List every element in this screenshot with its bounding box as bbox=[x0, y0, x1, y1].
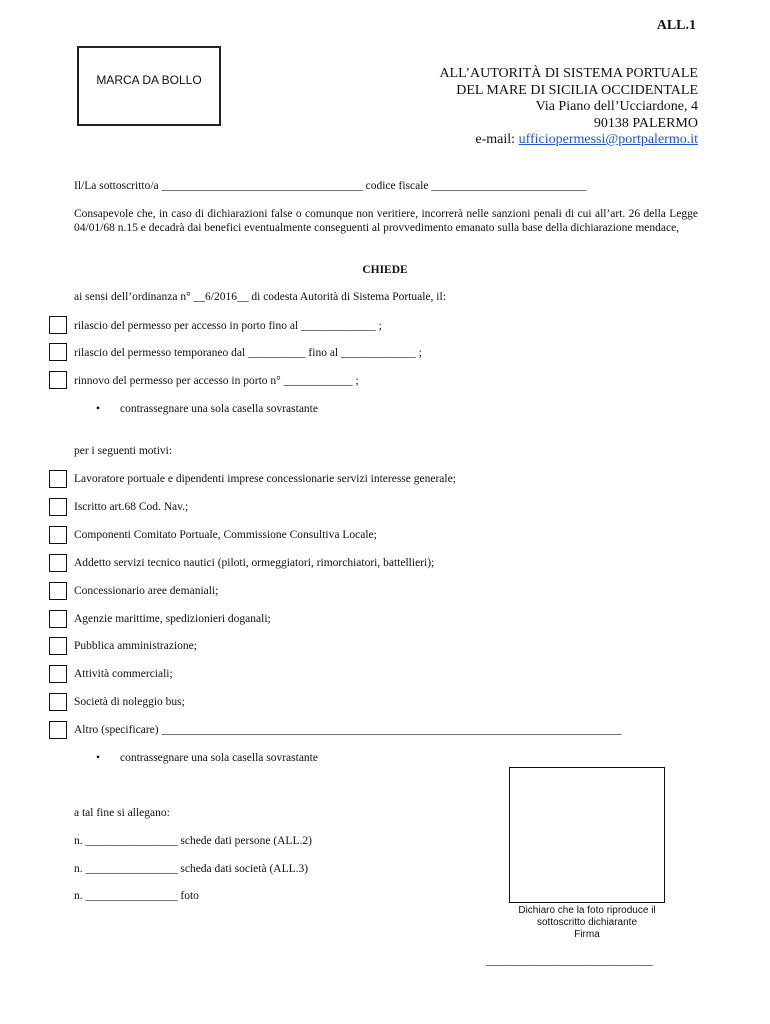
reason-option: Addetto servizi tecnico nautici (piloti, ormeggiatori, rimorchiatori, battellieri); bbox=[74, 557, 435, 569]
stamp-label: MARCA DA BOLLO bbox=[96, 73, 202, 87]
reason-option: Società di noleggio bus; bbox=[74, 696, 185, 708]
reasons-title: per i seguenti motivi: bbox=[74, 445, 173, 457]
checkbox-reason-other[interactable] bbox=[49, 721, 67, 739]
declaration-paragraph: Consapevole che, in caso di dichiarazioni false o comunque non veritiere, incorrerà nelle sanzioni penali di cui all’art. 26 della Legge 04/01/68 n.15 e decadrà dai benefici eventualmente conseguenti al provvedimento emanato sulla base della dichiarazione mendace, bbox=[74, 208, 698, 234]
recipient-address bbox=[439, 66, 698, 149]
single-box-note: contrassegnare una sola casella sovrastante bbox=[120, 752, 318, 764]
attachment-item: n. ________________ schede dati persone (ALL.2) bbox=[74, 835, 312, 847]
declarant-line: Il/La sottoscritto/a ___________________________________ codice fiscale ___________________________ bbox=[74, 180, 587, 192]
checkbox-reason-committee[interactable] bbox=[49, 526, 67, 544]
photo-caption: Dichiaro che la foto riproduce il bbox=[518, 905, 656, 916]
annex-number: ALL.1 bbox=[656, 18, 696, 33]
checkbox-permit-renewal[interactable] bbox=[49, 371, 67, 389]
checkbox-reason-agencies[interactable] bbox=[49, 610, 67, 628]
ordinance-line: ai sensi dell’ordinanza n° __6/2016__ di codesta Autorità di Sistema Portuale, il: bbox=[74, 291, 446, 303]
attachments-title: a tal fine si allegano: bbox=[74, 807, 170, 819]
reason-option: Agenzie marittime, spedizionieri doganali; bbox=[74, 613, 271, 625]
email-line bbox=[439, 132, 698, 149]
address-line: DEL MARE DI SICILIA OCCIDENTALE bbox=[456, 82, 698, 98]
signature-label: Firma bbox=[574, 929, 600, 940]
reason-option: Iscritto art.68 Cod. Nav.; bbox=[74, 501, 189, 513]
photo-box[interactable] bbox=[509, 767, 665, 903]
checkbox-reason-port-worker[interactable] bbox=[49, 470, 67, 488]
single-box-note: contrassegnare una sola casella sovrastante bbox=[120, 403, 318, 415]
reason-option: Lavoratore portuale e dipendenti imprese concessionarie servizi interesse generale; bbox=[74, 473, 456, 485]
stamp-box bbox=[77, 46, 221, 126]
attachment-item: n. ________________ scheda dati società (ALL.3) bbox=[74, 863, 309, 875]
checkbox-reason-bus-rental[interactable] bbox=[49, 693, 67, 711]
address-line: 90138 PALERMO bbox=[593, 115, 698, 131]
permit-option: rinnovo del permesso per accesso in porto n° ____________ ; bbox=[74, 375, 359, 387]
reason-option: Pubblica amministrazione; bbox=[74, 640, 197, 652]
reason-option: Attività commerciali; bbox=[74, 668, 173, 680]
bullet-icon: • bbox=[96, 752, 101, 764]
checkbox-permit-until[interactable] bbox=[49, 316, 67, 334]
email-label: e-mail: bbox=[475, 132, 519, 147]
photo-caption: sottoscritto dichiarante bbox=[536, 917, 638, 928]
bullet-icon: • bbox=[96, 403, 101, 415]
signature-line[interactable]: _____________________________ bbox=[486, 955, 653, 967]
checkbox-reason-public-admin[interactable] bbox=[49, 637, 67, 655]
reason-option: Componenti Comitato Portuale, Commissione Consultiva Locale; bbox=[74, 529, 377, 541]
reason-option: Concessionario aree demaniali; bbox=[74, 585, 219, 597]
checkbox-reason-nautical[interactable] bbox=[49, 554, 67, 572]
checkbox-reason-concession[interactable] bbox=[49, 582, 67, 600]
checkbox-reason-commercial[interactable] bbox=[49, 665, 67, 683]
checkbox-permit-temporary[interactable] bbox=[49, 343, 67, 361]
address-line: Via Piano dell’Ucciardone, 4 bbox=[535, 99, 698, 114]
attachment-item: n. ________________ foto bbox=[74, 890, 199, 902]
email-link[interactable]: ufficiopermessi@portpalermo.it bbox=[518, 132, 698, 147]
permit-option: rilascio del permesso per accesso in porto fino al _____________ ; bbox=[74, 320, 382, 332]
address-line: ALL’AUTORITÀ DI SISTEMA PORTUALE bbox=[439, 66, 698, 81]
permit-option: rilascio del permesso temporaneo dal __________ fino al _____________ ; bbox=[74, 347, 422, 359]
checkbox-reason-art68[interactable] bbox=[49, 498, 67, 516]
reason-option: Altro (specificare) ________________________________________________________________________________ bbox=[74, 724, 622, 736]
request-title: CHIEDE bbox=[362, 264, 408, 276]
